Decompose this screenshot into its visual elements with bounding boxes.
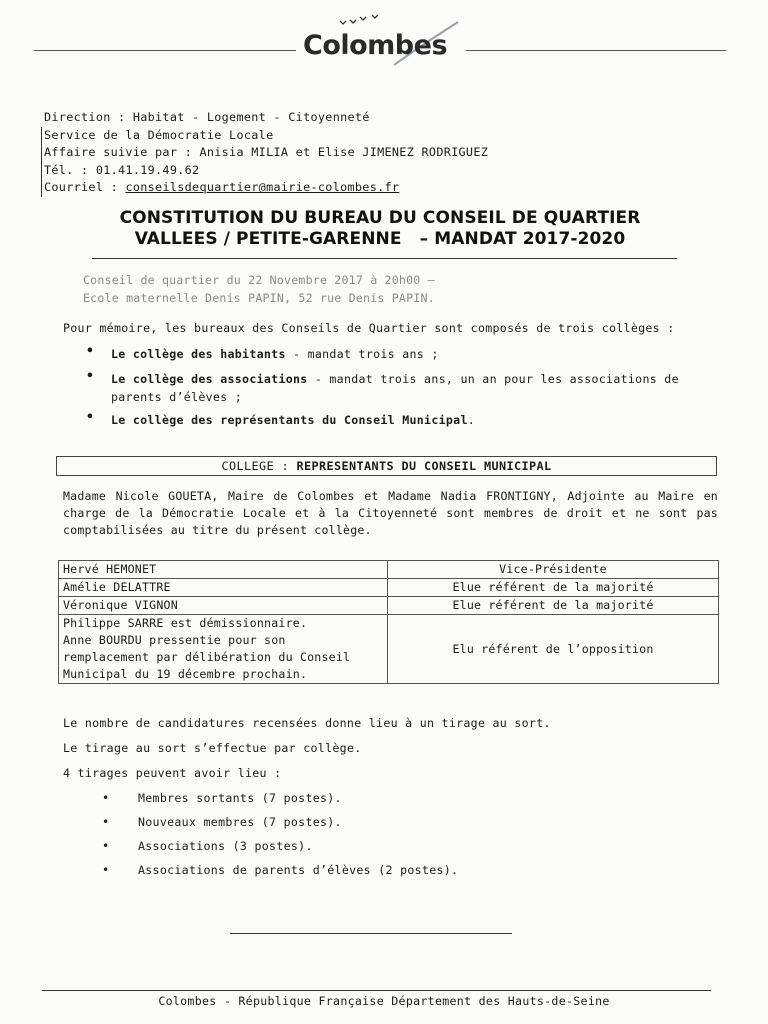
header-courriel [44,179,488,197]
college-detail: - mandat trois ans, un an pour les associations de parents d’élèves ; [111,372,679,404]
member-note-line: Philippe SARRE est démissionnaire. [63,616,308,630]
member-note-line: Municipal du 19 décembre prochain. [63,667,308,681]
college-box-name: REPRESENTANTS DU CONSEIL MUNICIPAL [296,459,552,473]
college-item-habitants [111,345,716,363]
table-row [59,561,719,579]
member-role: Elu référent de l’opposition [388,615,719,684]
draw-item: Associations (3 postes). [138,839,313,853]
courriel-label: Courriel : [44,180,126,195]
college-item-associations [111,370,716,406]
table-row [59,597,719,615]
college-detail: . [467,413,476,427]
member-note-line: remplacement par délibération du Conseil [63,650,351,664]
signature-line [230,933,512,934]
intro-paragraph: Madame Nicole GOUETA, Maire de Colombes et Madame Nadia FRONTIGNY, Adjointe au Maire en charge de la Démocratie Locale et à la Citoyenneté sont membres de droit et ne sont pas comptabilisées au titre du présent collège. [63,489,718,538]
memo-text: Pour mémoire, les bureaux des Conseils de Quartier sont composés de trois collèges : [63,321,675,335]
courriel-email-link[interactable]: conseilsdequartier@mairie-colombes.fr [125,180,400,195]
document-title-line2: VALLEES / PETITE-GARENNE – MANDAT 2017-2020 [134,229,626,249]
draw-item: Associations de parents d’élèves (2 postes). [138,863,459,877]
header-rule-right [466,50,726,51]
header-direction: Direction : Habitat - Logement - Citoyenneté [44,110,370,124]
footer-text: Colombes - République Française Département des Hauts-de-Seine [158,994,610,1008]
meeting-line2: Ecole maternelle Denis PAPIN, 52 rue Denis PAPIN. [83,291,435,305]
birds-icon [338,12,384,26]
college-item-conseil [111,411,716,429]
draw-item: Nouveaux membres (7 postes). [138,815,342,829]
meeting-line1: Conseil de quartier du 22 Novembre 2017 à 20h00 – [83,273,435,287]
bullet: • [102,815,110,829]
college-detail: - mandat trois ans ; [285,347,439,361]
header-affaire: Affaire suivie par : Anisia MILIA et Elise JIMENEZ RODRIGUEZ [44,145,489,160]
college-name: Le collège des associations [111,372,308,386]
header-service: Service de la Démocratie Locale [44,127,274,142]
bullet: • [86,344,94,359]
title-underline [92,258,677,259]
college-name: Le collège des habitants [111,347,286,361]
college-box [56,456,717,476]
bullet: • [102,839,110,853]
member-name: Hervé HEMONET [59,561,388,579]
bullet: • [102,791,110,805]
logo-text: Colombes [303,30,448,61]
document-title-line1: CONSTITUTION DU BUREAU DU CONSEIL DE QUARTIER [119,208,641,228]
member-name: Véronique VIGNON [59,597,388,615]
member-role: Elue référent de la majorité [388,597,719,615]
member-role: Vice-Présidente [388,561,719,579]
draw-line3: 4 tirages peuvent avoir lieu : [63,766,282,780]
header-rule-left [34,50,296,51]
header-vertical-bar [41,127,42,197]
footer-rule [42,990,711,991]
bullet: • [86,410,94,425]
member-role: Elue référent de la majorité [388,579,719,597]
draw-line2: Le tirage au sort s’effectue par collège. [63,741,362,755]
college-name: Le collège des représentants du Conseil Municipal [111,413,468,427]
member-note-line: Anne BOURDU pressentie pour son [63,633,286,647]
draw-line1: Le nombre de candidatures recensées donne lieu à un tirage au sort. [63,716,551,730]
bullet: • [102,863,110,877]
draw-item: Membres sortants (7 postes). [138,791,342,805]
member-name-multiline [59,615,388,684]
table-row [59,579,719,597]
header-block [44,109,488,197]
table-row [59,615,719,684]
members-table [58,560,719,684]
bullet: • [86,369,94,384]
header-phone: Tél. : 01.41.19.49.62 [44,162,200,177]
member-name: Amélie DELATTRE [59,579,388,597]
college-box-prefix: COLLEGE : [221,459,297,473]
